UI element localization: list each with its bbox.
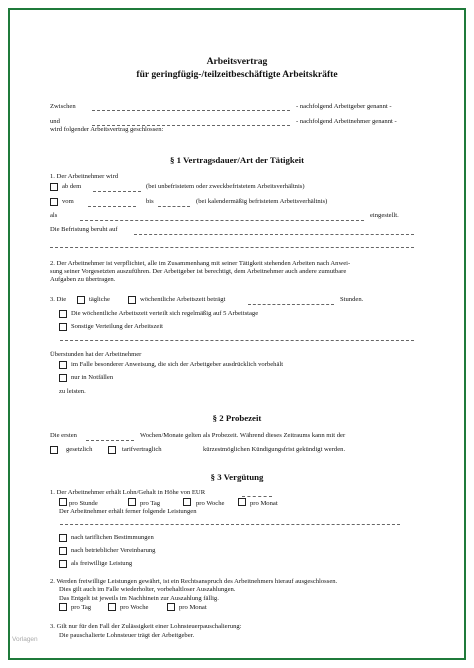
s3-p2-line3: Das Entgelt ist jeweils im Nachhinein zur Auszahlung fällig. [59, 595, 219, 602]
checkbox-verteilt[interactable] [59, 310, 67, 318]
checkbox-vom[interactable] [50, 198, 58, 206]
checkbox-ab-dem[interactable] [50, 183, 58, 191]
section-1-heading: § 1 Vertragsdauer/Art der Tätigkeit [169, 155, 305, 165]
label-pay-pro-woche: pro Woche [120, 604, 149, 611]
label-woechentliche: wöchentliche Arbeitszeit beträgt [140, 296, 226, 303]
label-stunden: Stunden. [340, 296, 364, 303]
checkbox-taegliche[interactable] [77, 296, 85, 304]
s3-ferner: Der Arbeitnehmer erhält ferner folgende Leistungen [59, 508, 197, 515]
checkbox-besonderer[interactable] [59, 361, 67, 369]
label-betrieb: nach betrieblicher Vereinbarung [71, 547, 156, 554]
note-vom: (bei kalendermäßig befristetem Arbeitsverhältnis) [196, 198, 328, 205]
label-tarif-bestimmungen: nach tariflichen Bestimmungen [71, 534, 154, 541]
s1-p1-intro: 1. Der Arbeitnehmer wird [50, 173, 119, 180]
label-pro-monat: pro Monat [250, 500, 278, 507]
label-besonderer: im Falle besonderer Anweisung, die sich der Arbeitgeber ausdrücklich vorbehält [71, 361, 284, 368]
section-2-heading: § 2 Probezeit [212, 413, 262, 423]
checkbox-pay-pro-woche[interactable] [108, 603, 116, 611]
checkbox-tarif[interactable] [108, 446, 116, 454]
from-date-field[interactable] [88, 206, 136, 207]
label-employee: - nachfolgend Arbeitnehmer genannt - [296, 118, 397, 125]
employer-field[interactable] [92, 110, 290, 111]
checkbox-pro-woche[interactable] [183, 498, 191, 506]
to-date-field[interactable] [158, 206, 190, 207]
label-sonstige: Sonstige Verteilung der Arbeitszeit [71, 323, 163, 330]
label-als: als [50, 212, 58, 219]
label-notfaellen: nur in Notfällen [71, 374, 114, 381]
label-und: und [50, 118, 60, 125]
label-freiwillig: als freiwillige Leistung [71, 560, 133, 567]
label-bis: bis [146, 198, 154, 205]
s3-p2-line2: Dies gilt auch im Falle wiederholter, vorbehaltloser Auszahlungen. [59, 586, 236, 593]
checkbox-woechentliche[interactable] [128, 296, 136, 304]
label-p3-die: 3. Die [50, 296, 67, 303]
label-pro-tag: pro Tag [140, 500, 161, 507]
checkbox-pro-stunde[interactable] [59, 498, 67, 506]
s3-p3-line1: 3. Gilt nur für den Fall der Zulässigkeit einer Lohnsteuerpauschalierung: [50, 623, 242, 630]
s3-p3-line2: Die pauschalierte Lohnsteuer trägt der Arbeitgeber. [59, 632, 195, 639]
s1-p2-line1: 2. Der Arbeitnehmer ist verpflichtet, alle im Zusammenhang mit seiner Tätigkeit stehenden Arbeiten nach Anwei- [50, 260, 351, 267]
start-date-field[interactable] [93, 191, 141, 192]
label-pro-stunde: pro Stunde [69, 500, 98, 507]
label-ab-dem: ab dem [62, 183, 82, 190]
checkbox-notfaellen[interactable] [59, 374, 67, 382]
checkbox-freiwillig[interactable] [59, 560, 67, 568]
checkbox-pro-tag[interactable] [128, 498, 136, 506]
checkbox-pro-monat[interactable] [238, 498, 246, 506]
label-verteilt: Die wöchentliche Arbeitszeit verteilt sich regelmäßig auf 5 Arbeitstage [71, 310, 259, 317]
label-pay-pro-monat: pro Monat [179, 604, 207, 611]
document-subtitle: für geringfügig-/teilzeitbeschäftigte Arbeitskräfte [136, 69, 338, 80]
befristung-field-2[interactable] [50, 247, 414, 248]
s1-p2-line2: sung seiner Vorgesetzten auszuführen. Der Arbeitgeber ist berechtigt, dem Arbeitnehmer auch andere zumutbare [50, 268, 347, 275]
s3-p2-line1: 2. Werden freiwillige Leistungen gewährt, ist ein Rechtsanspruch des Arbeitnehmers hierauf ausgeschlossen. [50, 578, 338, 585]
label-ueberstunden: Überstunden hat der Arbeitnehmer [50, 351, 142, 358]
label-gesetzlich: gesetzlich [66, 446, 93, 453]
label-leisten: zu leisten. [59, 388, 86, 395]
label-befristung: Die Befristung beruht auf [50, 226, 118, 233]
label-closing: wird folgender Arbeitsvertrag geschlossen: [50, 126, 164, 133]
probation-field[interactable] [86, 440, 134, 441]
position-field[interactable] [80, 220, 364, 221]
checkbox-tarif-bestimmungen[interactable] [59, 534, 67, 542]
benefits-field[interactable] [60, 524, 400, 525]
befristung-field[interactable] [134, 234, 414, 235]
s3-p1: 1. Der Arbeitnehmer erhält Lohn/Gehalt in Höhe von EUR [50, 489, 206, 496]
s2-line1-b: Wochen/Monate gelten als Probezeit. Während dieses Zeitraums kann mit der [140, 432, 346, 439]
checkbox-gesetzlich[interactable] [50, 446, 58, 454]
label-tarif: tarifvertraglich [122, 446, 162, 453]
checkbox-sonstige[interactable] [59, 323, 67, 331]
section-3-heading: § 3 Vergütung [210, 472, 264, 482]
checkbox-pay-pro-monat[interactable] [167, 603, 175, 611]
label-pro-woche: pro Woche [196, 500, 225, 507]
label-zwischen: Zwischen [50, 103, 76, 110]
label-employer: - nachfolgend Arbeitgeber genannt - [296, 103, 392, 110]
document-title: Arbeitsvertrag [206, 56, 268, 67]
distribution-field[interactable] [60, 340, 414, 341]
label-pay-pro-tag: pro Tag [71, 604, 92, 611]
watermark: Vorlagen [12, 636, 38, 643]
checkbox-betrieb[interactable] [59, 547, 67, 555]
label-taegliche: tägliche [89, 296, 110, 303]
s2-line2-rest: kürzestmöglichen Kündigungsfrist gekündigt werden. [203, 446, 346, 453]
s2-line1-a: Die ersten [50, 432, 77, 439]
hours-field[interactable] [248, 304, 334, 305]
salary-field[interactable] [242, 496, 272, 497]
label-vom: vom [62, 198, 74, 205]
note-ab-dem: (bei unbefristetem oder zweckbefristetem Arbeitsverhältnis) [146, 183, 305, 190]
checkbox-pay-pro-tag[interactable] [59, 603, 67, 611]
label-eingestellt: eingestellt. [370, 212, 399, 219]
s1-p2-line3: Aufgaben zu übertragen. [50, 276, 116, 283]
